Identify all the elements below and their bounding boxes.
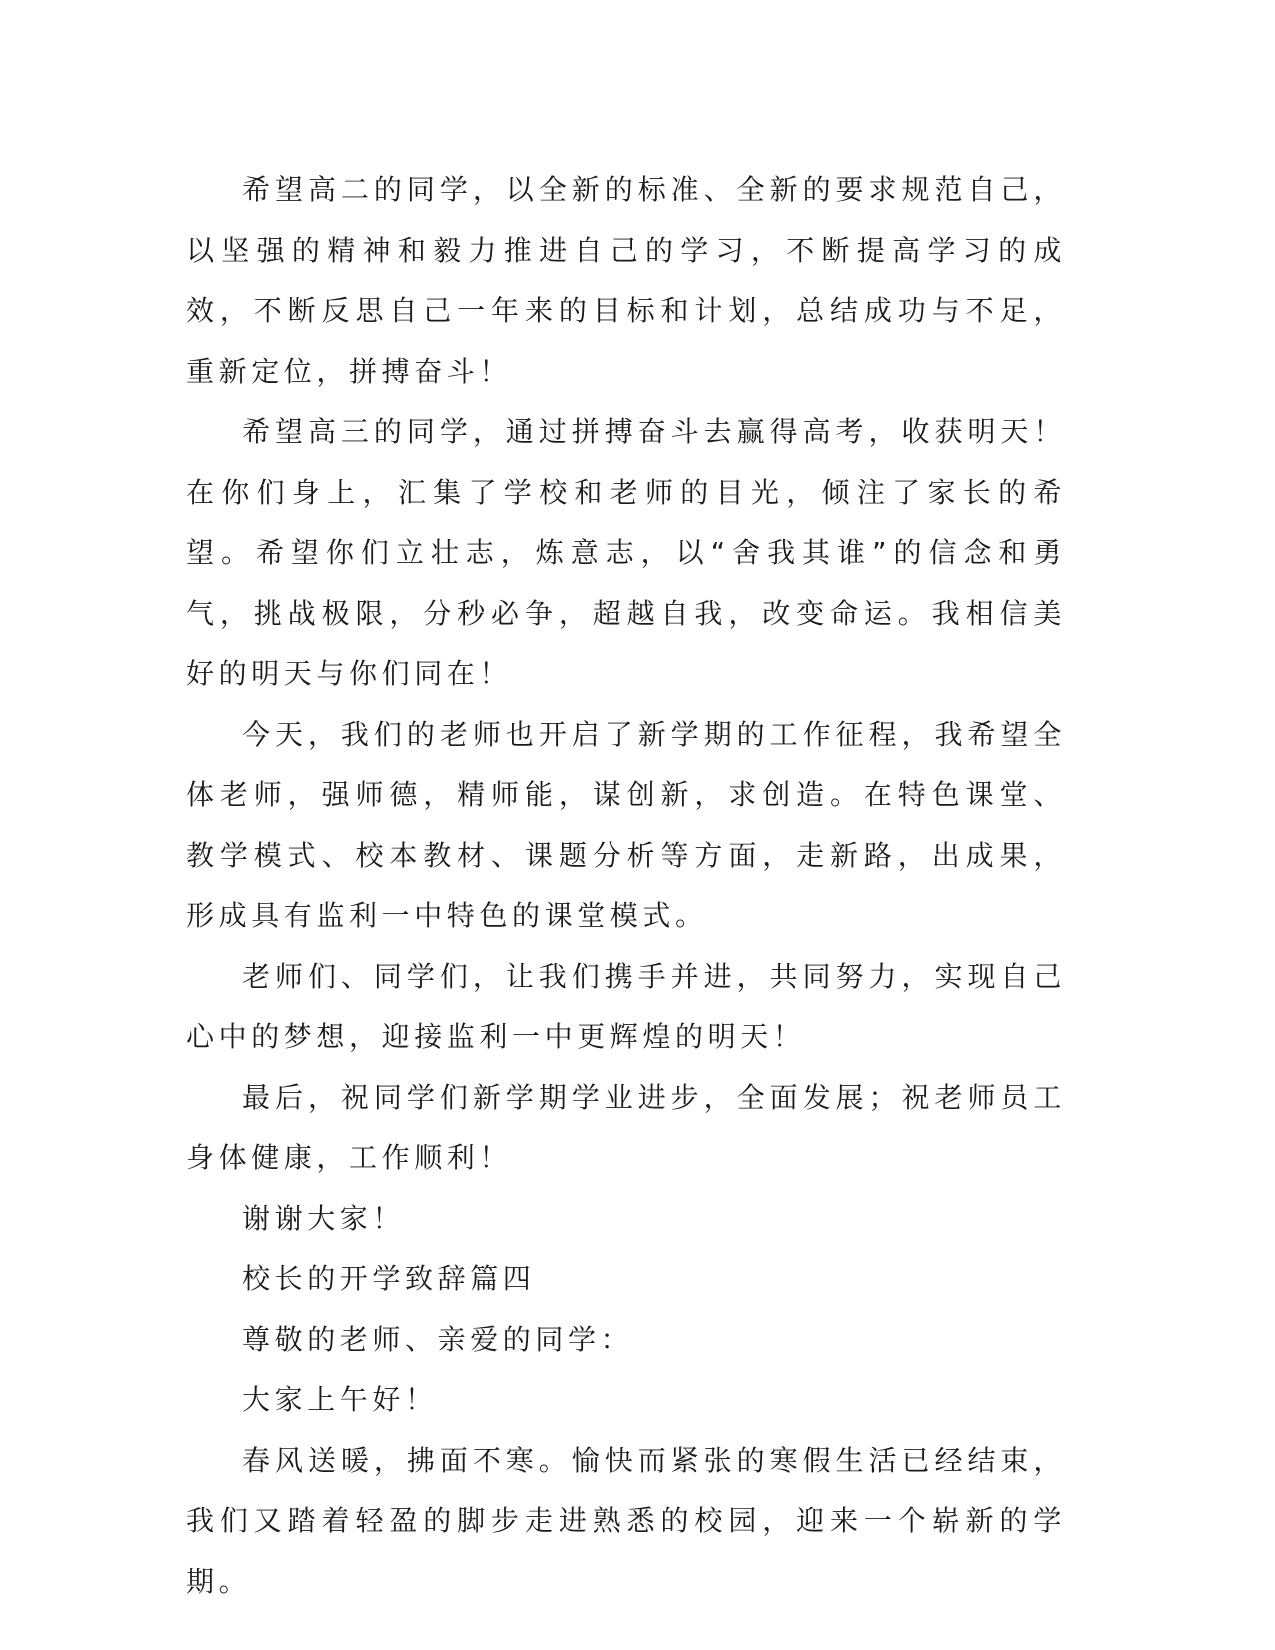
- salutation: 尊敬的老师、亲爱的同学：: [242, 1322, 634, 1356]
- paragraph-wishes: 最后，祝同学们新学期学业进步，全面发展；祝老师员工身体健康，工作顺利！: [186, 1080, 1066, 1174]
- paragraph-spring: 春风送暖，拂面不寒。愉快而紧张的寒假生活已经结束，我们又踏着轻盈的脚步走进熟悉的校园，迎来一个崭新的学期。: [186, 1443, 1066, 1598]
- greeting: 大家上午好！: [242, 1383, 438, 1416]
- paragraph-thanks: 谢谢大家！: [242, 1201, 406, 1235]
- paragraph-senior-three: 希望高三的同学，通过拼搏奋斗去赢得高考，收获明天！在你们身上，汇集了学校和老师的目光，倾注了家长的希望。希望你们立壮志，炼意志，以“舍我其谁”的信念和勇气，挑战极限，分秒必争，超越自我，改变命运。我相信美好的明天与你们同在！: [186, 415, 1066, 690]
- paragraph-teachers: 今天，我们的老师也开启了新学期的工作征程，我希望全体老师，强师德，精师能，谋创新，求创造。在特色课堂、教学模式、校本教材、课题分析等方面，走新路，出成果，形成具有监利一中特色的课堂模式。: [186, 717, 1066, 932]
- document-body: [186, 160, 1066, 1612]
- paragraph-senior-two: 希望高二的同学，以全新的标准、全新的要求规范自己，以坚强的精神和毅力推进自己的学习，不断提高学习的成效，不断反思自己一年来的目标和计划，总结成功与不足，重新定位，拼搏奋斗！: [186, 173, 1066, 388]
- section-heading: 校长的开学致辞篇四: [242, 1262, 536, 1295]
- paragraph-together: 老师们、同学们，让我们携手并进，共同努力，实现自己心中的梦想，迎接监利一中更辉煌的明天！: [186, 959, 1066, 1053]
